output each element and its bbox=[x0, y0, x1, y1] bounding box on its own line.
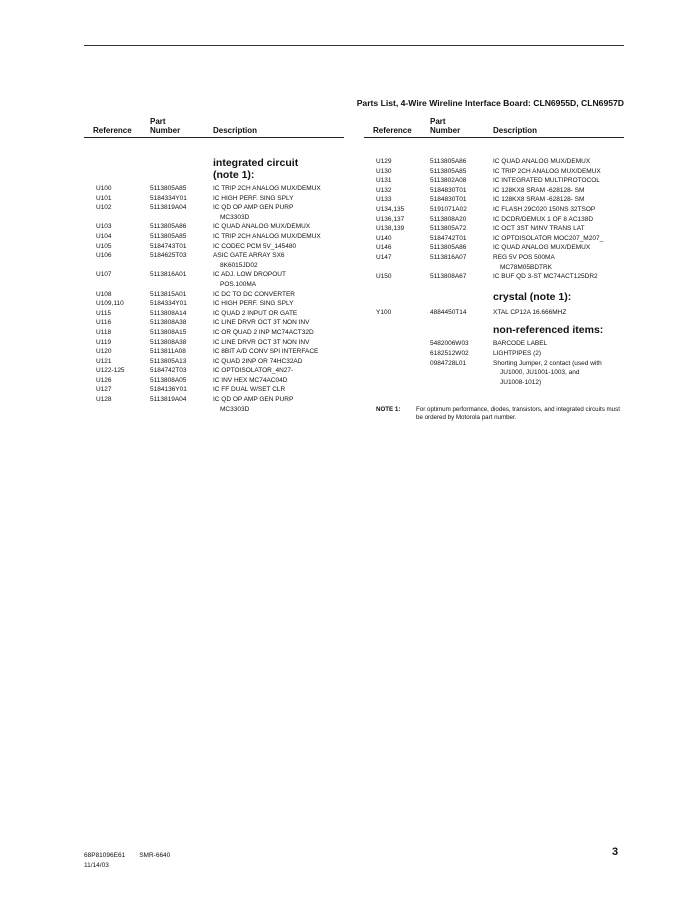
description-cell: IC QUAD ANALOG MUX/DEMUX bbox=[213, 223, 311, 231]
note-text: For optimum performance, diodes, transistors, and integrated circuits must be ordered by Motorola part number. bbox=[416, 406, 620, 422]
description-cell: IC LINE DRVR OCT 3T NON INV bbox=[213, 338, 310, 346]
table-row bbox=[84, 357, 344, 367]
description-cell: REG 5V POS 500MA bbox=[493, 253, 555, 261]
table-row bbox=[364, 167, 624, 177]
part-number-cell: 5113802A08 bbox=[430, 177, 467, 185]
reference-cell: U101 bbox=[96, 194, 112, 202]
description-cell: IC 128KX8 SRAM -628128- SM bbox=[493, 186, 585, 194]
description-cell: JU1000, JU1001-1003, and bbox=[500, 369, 580, 377]
description-continuation bbox=[84, 280, 344, 290]
table-header bbox=[364, 114, 624, 138]
part-number-cell: 5113805A86 bbox=[150, 223, 187, 231]
reference-cell: U109,110 bbox=[96, 300, 124, 308]
table-row bbox=[364, 243, 624, 253]
part-number-cell: 5113805A85 bbox=[150, 185, 187, 192]
table-row bbox=[364, 339, 624, 349]
description-cell: IC QUAD 2 INPUT OR GATE bbox=[213, 309, 298, 317]
table-row bbox=[364, 308, 624, 318]
reference-cell: U128 bbox=[96, 396, 112, 404]
reference-cell: U122-125 bbox=[96, 367, 125, 375]
top-rule bbox=[84, 45, 624, 46]
header-reference: Reference bbox=[373, 126, 412, 135]
reference-cell: U119 bbox=[96, 338, 112, 346]
description-continuation bbox=[364, 263, 624, 273]
reference-cell: U118 bbox=[96, 328, 112, 336]
reference-cell: U108 bbox=[96, 290, 112, 298]
reference-cell: U132 bbox=[376, 186, 392, 194]
right-rows-crystal bbox=[364, 308, 624, 318]
description-cell: IC FF DUAL W/SET CLR bbox=[213, 386, 286, 394]
description-cell: IC FLASH 29C020 150NS 32TSOP bbox=[493, 205, 596, 213]
description-cell: IC OCT 3ST N/INV TRANS LAT bbox=[493, 225, 585, 233]
parts-table-right bbox=[364, 114, 624, 387]
part-number-cell: 5113805A72 bbox=[430, 225, 467, 233]
reference-cell: U146 bbox=[376, 244, 392, 252]
header-part-number: Part Number bbox=[150, 117, 181, 135]
part-number-cell: 6182512W02 bbox=[430, 349, 469, 357]
reference-cell: U104 bbox=[96, 232, 112, 240]
table-row bbox=[84, 290, 344, 300]
reference-cell: U140 bbox=[376, 234, 392, 242]
part-number-cell: 5113819A04 bbox=[150, 204, 187, 212]
table-row bbox=[364, 359, 624, 369]
table-row bbox=[84, 309, 344, 319]
description-continuation bbox=[84, 405, 344, 415]
header-description: Description bbox=[493, 126, 538, 135]
reference-cell: U116 bbox=[96, 319, 112, 327]
table-row bbox=[364, 205, 624, 215]
description-cell: 8K6015JD02 bbox=[220, 261, 258, 269]
header-description: Description bbox=[213, 126, 258, 135]
description-cell: JU1008-1012) bbox=[500, 378, 542, 386]
reference-cell: U131 bbox=[376, 177, 392, 185]
part-number-cell: 5184136Y01 bbox=[150, 386, 187, 394]
description-cell: IC QUAD ANALOG MUX/DEMUX bbox=[493, 244, 591, 252]
footer bbox=[84, 851, 170, 871]
table-row bbox=[364, 157, 624, 167]
part-number-cell: 5113805A86 bbox=[430, 244, 467, 252]
reference-cell: U115 bbox=[96, 309, 112, 317]
description-continuation bbox=[84, 213, 344, 223]
description-cell: LIGHTPIPES (2) bbox=[493, 349, 542, 357]
table-row bbox=[84, 366, 344, 376]
table-row bbox=[84, 242, 344, 252]
reference-cell: U133 bbox=[376, 196, 392, 204]
section-title-integrated-circuit: integrated circuit bbox=[213, 157, 299, 169]
doc-number: 68P81096E61 bbox=[84, 852, 126, 859]
reference-cell: U105 bbox=[96, 242, 112, 250]
description-cell: IC HIGH PERF. SING SPLY bbox=[213, 300, 294, 308]
table-row bbox=[84, 232, 344, 242]
description-cell: IC DCDR/DEMUX 1 OF 8 AC138D bbox=[493, 215, 594, 223]
part-number-cell: 5113808A20 bbox=[430, 215, 467, 223]
table-row bbox=[84, 328, 344, 338]
reference-cell: Y100 bbox=[376, 308, 392, 316]
part-number-cell: 5184742T03 bbox=[150, 367, 187, 375]
description-cell: IC QUAD ANALOG MUX/DEMUX bbox=[493, 158, 591, 165]
description-cell: IC OPTOISOLATOR MOC207_M207_ bbox=[493, 234, 604, 242]
description-cell: IC QD OP AMP GEN PURP bbox=[213, 204, 294, 212]
table-row bbox=[364, 186, 624, 196]
table-row bbox=[84, 299, 344, 309]
reference-cell: U121 bbox=[96, 357, 112, 365]
note-1 bbox=[376, 406, 624, 423]
right-rows-ic bbox=[364, 157, 624, 282]
part-number-cell: 5113805A13 bbox=[150, 357, 187, 365]
header-part-number: Part Number bbox=[430, 117, 461, 135]
part-number-cell: 0984728L01 bbox=[430, 359, 467, 367]
description-cell: IC INV HEX MC74AC04D bbox=[213, 376, 288, 384]
note-label: NOTE 1: bbox=[376, 406, 401, 413]
reference-cell: U107 bbox=[96, 271, 112, 279]
part-number-cell: 5113805A85 bbox=[150, 232, 187, 240]
table-row bbox=[84, 347, 344, 357]
footer-date: 11/14/03 bbox=[84, 862, 109, 869]
description-cell: BARCODE LABEL bbox=[493, 340, 548, 348]
description-cell: IC 8BIT A/D CONV SPI INTERFACE bbox=[213, 348, 319, 356]
reference-cell: U130 bbox=[376, 167, 392, 175]
part-number-cell: 5113816A07 bbox=[430, 253, 467, 261]
reference-cell: U106 bbox=[96, 252, 112, 260]
reference-cell: U126 bbox=[96, 376, 112, 384]
part-number-cell: 4884450T14 bbox=[430, 308, 467, 316]
description-cell: IC BUF QD 3-ST MC74ACT125DR2 bbox=[493, 273, 598, 281]
reference-cell: U100 bbox=[96, 185, 112, 192]
table-row bbox=[364, 349, 624, 359]
description-continuation bbox=[364, 368, 624, 378]
table-row bbox=[364, 253, 624, 263]
part-number-cell: 5113805A85 bbox=[430, 167, 467, 175]
description-cell: IC HIGH PERF. SING SPLY bbox=[213, 194, 294, 202]
description-cell: IC ADJ. LOW DROPOUT bbox=[213, 271, 286, 279]
description-cell: IC 128KX8 SRAM -628128- SM bbox=[493, 196, 585, 204]
part-number-cell: 5184625T03 bbox=[150, 252, 187, 260]
part-number-cell: 5113808A05 bbox=[150, 376, 187, 384]
reference-cell: U127 bbox=[96, 386, 112, 394]
part-number-cell: 5113811A08 bbox=[150, 348, 186, 356]
table-header bbox=[84, 114, 344, 138]
description-cell: MC3303D bbox=[220, 405, 250, 413]
part-number-cell: 5184830T01 bbox=[430, 186, 467, 194]
table-row bbox=[84, 194, 344, 204]
part-number-cell: 5184334Y01 bbox=[150, 194, 187, 202]
reference-cell: U147 bbox=[376, 253, 392, 261]
part-number-cell: 5482006W03 bbox=[430, 340, 469, 348]
description-continuation bbox=[84, 261, 344, 271]
reference-cell: U136,137 bbox=[376, 215, 405, 223]
description-cell: IC QD OP AMP GEN PURP bbox=[213, 396, 294, 404]
part-number-cell: 5113808A14 bbox=[150, 309, 187, 317]
part-number-cell: 5184743T01 bbox=[150, 242, 187, 250]
part-number-cell: 5113805A86 bbox=[430, 158, 467, 165]
table-row bbox=[364, 176, 624, 186]
part-number-cell: 5184830T01 bbox=[430, 196, 467, 204]
reference-cell: U134,135 bbox=[376, 205, 405, 213]
reference-cell: U150 bbox=[376, 273, 392, 281]
table-row bbox=[84, 184, 344, 194]
description-cell: Shorting Jumper, 2 contact (used with bbox=[493, 359, 602, 367]
reference-cell: U138,139 bbox=[376, 225, 405, 233]
header-reference: Reference bbox=[93, 126, 132, 135]
description-cell: IC TRIP 2CH ANALOG MUX/DEMUX bbox=[213, 232, 321, 240]
description-cell: XTAL CP12A 16.666MHZ bbox=[493, 308, 567, 316]
section-title-crystal: crystal (note 1): bbox=[493, 290, 572, 303]
description-cell: POS.100MA bbox=[220, 280, 257, 288]
smr-number: SMR-6640 bbox=[139, 852, 171, 859]
reference-cell: U103 bbox=[96, 223, 112, 231]
page-number: 3 bbox=[612, 846, 619, 858]
table-row bbox=[364, 272, 624, 282]
description-cell: MC78M05BDTRK bbox=[500, 263, 553, 271]
description-continuation bbox=[364, 378, 624, 388]
left-rows bbox=[84, 184, 344, 414]
description-cell: IC QUAD 2INP OR 74HC32AD bbox=[213, 357, 303, 365]
description-cell: IC DC TO DC CONVERTER bbox=[213, 290, 295, 298]
description-cell: IC INTEGRATED MULTIPROTOCOL bbox=[493, 177, 600, 185]
parts-table-left bbox=[84, 114, 344, 414]
description-cell: ASIC GATE ARRAY SX6 bbox=[213, 252, 285, 260]
part-number-cell: 5113819A04 bbox=[150, 396, 187, 404]
description-cell: IC CODEC PCM 5V_145480 bbox=[213, 242, 297, 250]
table-row bbox=[364, 215, 624, 225]
part-number-cell: 5113816A01 bbox=[150, 271, 187, 279]
reference-cell: U129 bbox=[376, 158, 392, 165]
part-number-cell: 5113808A38 bbox=[150, 319, 187, 327]
section-title-note: (note 1): bbox=[213, 169, 255, 181]
table-row bbox=[84, 251, 344, 261]
part-number-cell: 5184742T01 bbox=[430, 234, 467, 242]
right-rows-non-referenced bbox=[364, 339, 624, 387]
table-row bbox=[84, 376, 344, 386]
table-row bbox=[84, 338, 344, 348]
reference-cell: U120 bbox=[96, 348, 112, 356]
description-cell: IC LINE DRVR OCT 3T NON INV bbox=[213, 319, 310, 327]
table-row bbox=[364, 195, 624, 205]
table-row bbox=[84, 318, 344, 328]
description-cell: IC OPTOISOLATOR_4N27- bbox=[213, 367, 294, 375]
table-row bbox=[84, 270, 344, 280]
table-row bbox=[364, 224, 624, 234]
part-number-cell: 5113808A67 bbox=[430, 273, 467, 281]
part-number-cell: 5184334Y01 bbox=[150, 300, 187, 308]
part-number-cell: 5113808A38 bbox=[150, 338, 187, 346]
reference-cell: U102 bbox=[96, 204, 112, 212]
table-row bbox=[364, 234, 624, 244]
description-cell: MC3303D bbox=[220, 213, 250, 221]
part-number-cell: 5113815A01 bbox=[150, 290, 187, 298]
table-row bbox=[84, 385, 344, 395]
part-number-cell: 5113808A15 bbox=[150, 328, 187, 336]
page-title: Parts List, 4-Wire Wireline Interface Board: CLN6955D, CLN6957D bbox=[356, 98, 624, 108]
table-row bbox=[84, 395, 344, 405]
table-row bbox=[84, 222, 344, 232]
description-cell: IC TRIP 2CH ANALOG MUX/DEMUX bbox=[493, 167, 601, 175]
table-row bbox=[84, 203, 344, 213]
part-number-cell: 5191071A02 bbox=[430, 205, 467, 213]
description-cell: IC TRIP 2CH ANALOG MUX/DEMUX bbox=[213, 185, 321, 192]
description-cell: IC OR QUAD 2 INP MC74ACT32D bbox=[213, 328, 314, 336]
section-title-non-referenced: non-referenced items: bbox=[493, 324, 604, 337]
